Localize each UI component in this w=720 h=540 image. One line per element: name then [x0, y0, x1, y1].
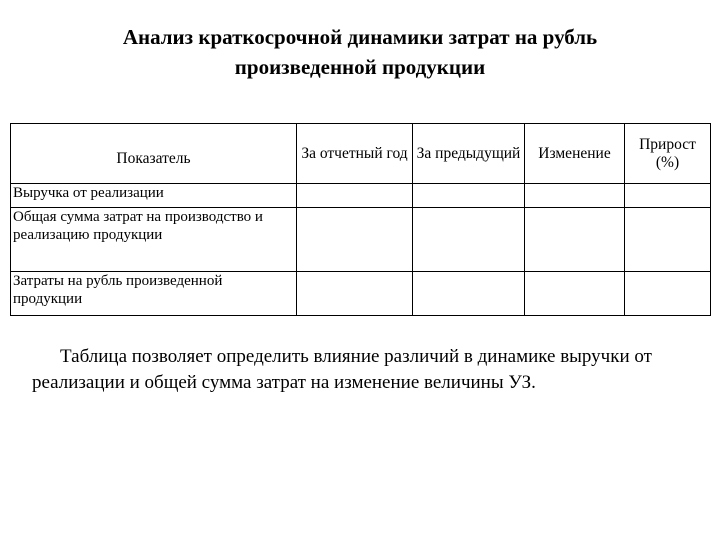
header-reporting-year: За отчетный год [297, 124, 413, 184]
table-header-row [11, 124, 711, 184]
cell-reporting-year [297, 272, 413, 316]
header-previous-year: За предыдущий [413, 124, 525, 184]
cell-change [525, 184, 625, 208]
table-row [11, 272, 711, 316]
row-label-cost-per-ruble: Затраты на рубль произведенной продукции [11, 272, 297, 316]
header-change: Изменение [525, 124, 625, 184]
table-row [11, 208, 711, 272]
cell-change [525, 272, 625, 316]
row-label-total-costs: Общая сумма затрат на производство и реализацию продукции [11, 208, 297, 272]
cell-reporting-year [297, 184, 413, 208]
row-label-revenue: Выручка от реализации [11, 184, 297, 208]
cell-previous-year [413, 208, 525, 272]
slide-title-line-1: Анализ краткосрочной динамики затрат на рубль [122, 25, 598, 49]
cell-previous-year [413, 272, 525, 316]
slide-title [0, 22, 720, 82]
cell-growth-percent [625, 208, 711, 272]
header-indicator: Показатель [11, 124, 297, 184]
cell-growth-percent [625, 184, 711, 208]
cell-growth-percent [625, 272, 711, 316]
table-row [11, 184, 711, 208]
cell-previous-year [413, 184, 525, 208]
cell-reporting-year [297, 208, 413, 272]
explanatory-note: Таблица позволяет определить влияние различий в динамике выручки от реализации и общей сумма затрат на изменение величины УЗ. [32, 346, 652, 393]
header-growth-percent: Прирост (%) [625, 124, 711, 184]
cost-dynamics-table [10, 123, 711, 316]
slide-title-line-2: произведенной продукции [234, 55, 486, 79]
cell-change [525, 208, 625, 272]
